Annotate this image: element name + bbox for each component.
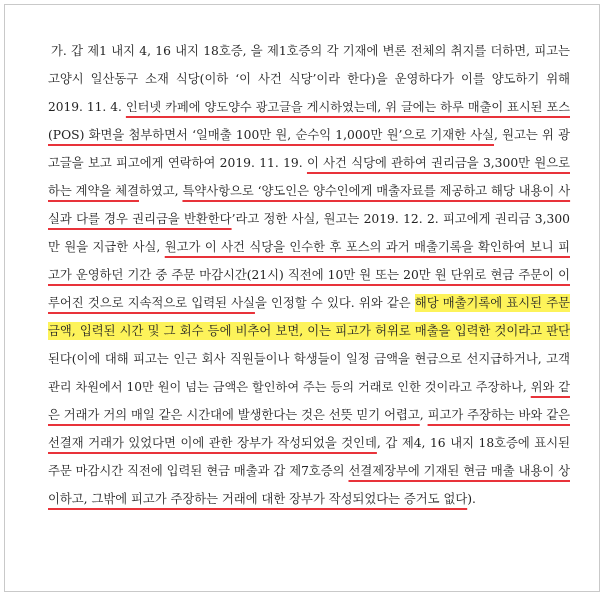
underlined-text: 고가 운영하던 기간 중 주문 마감시간(21시) 직전에 10만 원 또는 20만 원 단위로 현금 주문이 이 xyxy=(48,268,570,282)
paragraph-line xyxy=(48,457,570,485)
underlined-text: 실과 다를 경우 권리금을 반환한다 xyxy=(48,212,232,226)
text-segment: 2019. 11. 4. xyxy=(48,100,126,114)
underlined-text: 선결재 거래가 있었다면 이에 관한 장부가 작성되었을 것인데 xyxy=(48,436,377,450)
paragraph-line xyxy=(48,317,570,345)
paragraph-line xyxy=(48,93,570,121)
paragraph-line xyxy=(48,205,570,233)
paragraph-line xyxy=(48,289,570,317)
text-segment: 관리 차원에서 10만 원이 넘는 금액은 할인하여 주는 등의 거래로 인한 것이라고 주장하나, xyxy=(48,380,531,394)
text-segment: 된다(이에 대해 피고는 인근 회사 직원들이나 학생들이 일정 금액을 현금으로 선지급하거나, 고객 xyxy=(48,352,570,366)
paragraph-line xyxy=(48,429,570,457)
underlined-text: (POS) 화면을 첨부하면서 ‘일매출 100만 원, 순수익 1,000만 원’으로 기재한 사실 xyxy=(48,128,495,142)
text-segment: 가. 갑 제1 내지 4, 16 내지 18호증, 을 제1호증의 각 기재에 변론 전체의 취지를 더하면, 피고는 xyxy=(51,44,570,58)
text-segment: 을 인정할 수 있다. 위와 같은 xyxy=(254,296,415,310)
highlighted-text: 금액, 입력된 시간 및 그 회수 등에 비추어 보면, 이는 피고가 허위로 매출을 입력한 것이라고 판단 xyxy=(48,324,570,338)
text-segment: ’라고 정한 사실, 원고는 2019. 12. 2. 피고에게 권리금 3,300 xyxy=(231,212,570,226)
paragraph-line xyxy=(48,261,570,289)
paragraph-line xyxy=(48,149,570,177)
document-body xyxy=(48,37,570,513)
text-segment: 만 원을 지급한 사실, xyxy=(48,240,165,254)
paragraph-line xyxy=(48,401,570,429)
text-segment: , xyxy=(419,408,428,422)
underlined-text: 선결제장부에 기재된 현금 매출 내용이 상 xyxy=(348,464,570,478)
paragraph-line xyxy=(48,121,570,149)
underlined-text: 하는 계약을 체결 xyxy=(48,184,139,198)
underlined-text: 이하고, 그밖에 피고가 주장하는 거래에 대한 장부가 작성되었다는 증거도 없다 xyxy=(48,492,468,506)
underlined-text: 은 거래가 거의 매일 같은 시간대에 발생한다는 것은 선뜻 믿기 어렵고 xyxy=(48,408,420,422)
paragraph-line xyxy=(48,373,570,401)
paragraph-line xyxy=(48,485,570,513)
paragraph-line xyxy=(48,37,570,65)
text-segment: ). xyxy=(467,492,476,506)
underlined-text: 이 사건 식당에 관하여 권리금을 3,300만 원으로 xyxy=(306,156,570,170)
text-segment: 고글을 보고 피고에게 연락하여 2019. 11. 19. xyxy=(48,156,307,170)
underlined-text: 원고가 이 사건 식당을 인수한 후 포스의 과거 매출기록을 확인하여 보니 피 xyxy=(164,240,570,254)
paragraph-line xyxy=(48,177,570,205)
text-segment: , 원고는 위 광 xyxy=(494,128,570,142)
underlined-text: 인터넷 카페에 양도양수 광고글을 게시하였는데, 위 글에는 하루 매출이 표시된 포스 xyxy=(125,100,570,114)
underlined-text: 루어진 것으로 지속적으로 입력된 사실 xyxy=(48,296,255,310)
paragraph-line xyxy=(48,345,570,373)
paragraph-line xyxy=(48,233,570,261)
underlined-text: 특약사항으로 ‘양도인은 양수인에게 매출자료를 제공하고 해당 내용이 사 xyxy=(182,184,571,198)
highlighted-text: 해당 매출기록에 표시된 주문 xyxy=(414,296,571,310)
underlined-text: 피고가 주장하는 바와 같은 xyxy=(427,408,570,422)
text-segment: 주문 마감시간 직전에 입력된 현금 매출과 갑 제7호증의 xyxy=(48,464,349,478)
document-frame xyxy=(4,4,600,592)
text-segment: 고양시 일산동구 소재 식당(이하 ‘이 사건 식당’이라 한다)을 운영하다가 이를 양도하기 위해 xyxy=(48,72,570,86)
text-segment: 하였고, xyxy=(138,184,183,198)
text-segment: , 갑 제4, 16 내지 18호증에 표시된 xyxy=(376,436,570,450)
underlined-text: 위와 같 xyxy=(530,380,570,394)
paragraph-line xyxy=(48,65,570,93)
